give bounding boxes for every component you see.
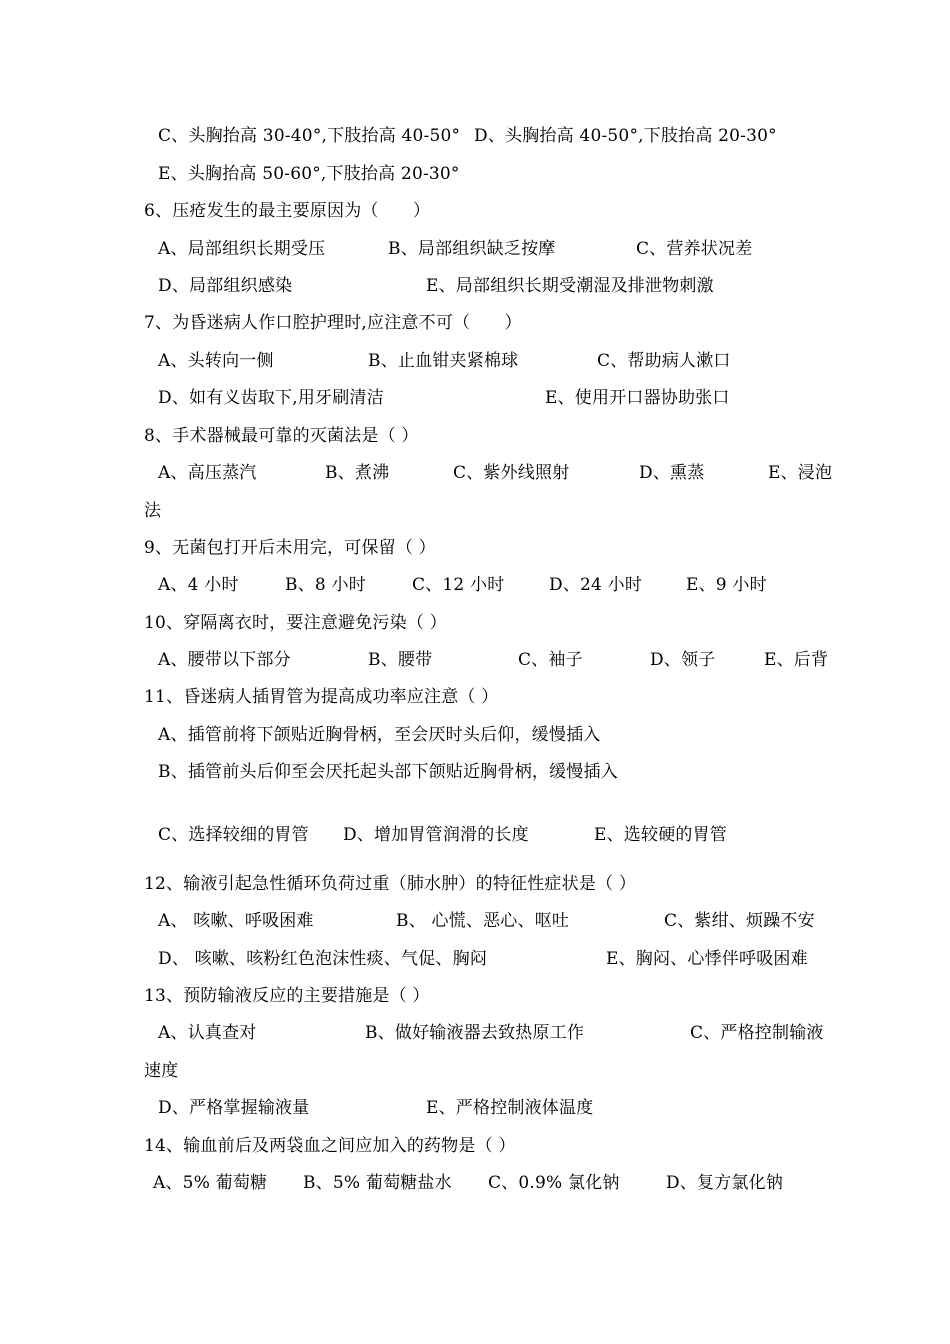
q12-option-a: A、 咳嗽、呼吸困难 <box>158 911 314 931</box>
q10-stem: 10、穿隔离衣时，要注意避免污染（ ） <box>144 613 447 633</box>
q10-option-b: B、腰带 <box>368 650 433 670</box>
q8-option-e-wrap: 法 <box>144 501 162 521</box>
q9-stem: 9、无菌包打开后未用完，可保留（ ） <box>144 538 436 558</box>
q7-option-b: B、止血钳夹紧棉球 <box>368 351 519 371</box>
q11-option-c: C、选择较细的胃管 <box>158 825 309 845</box>
q11-option-b: B、插管前头后仰至会厌托起头部下颌贴近胸骨柄，缓慢插入 <box>158 762 618 782</box>
q9-option-d: D、24 小时 <box>549 575 643 595</box>
q11-option-d: D、增加胃管润滑的长度 <box>343 825 529 845</box>
q12-option-b: B、 心慌、恶心、呕吐 <box>396 911 570 931</box>
q13-option-b: B、做好输液器去致热原工作 <box>365 1023 585 1043</box>
q13-option-c: C、严格控制输液 <box>690 1023 824 1043</box>
q12-stem: 12、输液引起急性循环负荷过重（肺水肿）的特征性症状是（ ） <box>144 874 637 894</box>
q13-option-d: D、严格掌握输液量 <box>158 1098 310 1118</box>
q9-option-b: B、8 小时 <box>285 575 366 595</box>
q10-option-a: A、腰带以下部分 <box>158 650 291 670</box>
q7-option-a: A、头转向一侧 <box>158 351 274 371</box>
q8-option-e: E、浸泡 <box>768 463 833 483</box>
q10-option-d: D、领子 <box>650 650 716 670</box>
q14-option-d: D、复方氯化钠 <box>666 1173 784 1193</box>
q13-option-c-wrap: 速度 <box>144 1061 179 1081</box>
q5-option-e: E、头胸抬高 50-60°,下肢抬高 20-30° <box>158 164 460 184</box>
q8-option-c: C、紫外线照射 <box>453 463 570 483</box>
q7-option-e: E、使用开口器协助张口 <box>545 388 730 408</box>
q9-option-e: E、9 小时 <box>686 575 767 595</box>
q12-option-e: E、胸闷、心悸伴呼吸困难 <box>606 949 808 969</box>
q13-stem: 13、预防输液反应的主要措施是（ ） <box>144 986 430 1006</box>
q8-option-b: B、煮沸 <box>325 463 390 483</box>
q6-option-d: D、局部组织感染 <box>158 276 293 296</box>
q11-stem: 11、昏迷病人插胃管为提高成功率应注意（ ） <box>144 687 499 707</box>
q6-option-c: C、营养状况差 <box>636 239 753 259</box>
q9-option-a: A、4 小时 <box>158 575 239 595</box>
q7-stem: 7、为昏迷病人作口腔护理时,应注意不可（ ） <box>144 313 522 333</box>
q12-option-d: D、 咳嗽、咳粉红色泡沫性痰、气促、胸闷 <box>158 949 488 969</box>
q13-option-e: E、严格控制液体温度 <box>426 1098 594 1118</box>
q6-option-e: E、局部组织长期受潮湿及排泄物刺激 <box>426 276 714 296</box>
q5-option-d: D、头胸抬高 40-50°,下肢抬高 20-30° <box>474 126 777 146</box>
q6-option-a: A、局部组织长期受压 <box>158 239 326 259</box>
q7-option-d: D、如有义齿取下,用牙刷清洁 <box>158 388 384 408</box>
q6-stem: 6、压疮发生的最主要原因为（ ） <box>144 201 431 221</box>
q5-option-c: C、头胸抬高 30-40°,下肢抬高 40-50° <box>158 126 461 146</box>
q14-option-c: C、0.9% 氯化钠 <box>488 1173 620 1193</box>
q7-option-c: C、帮助病人漱口 <box>597 351 731 371</box>
q14-stem: 14、输血前后及两袋血之间应加入的药物是（ ） <box>144 1136 516 1156</box>
q13-option-a: A、认真查对 <box>158 1023 257 1043</box>
q12-option-c: C、紫绀、烦躁不安 <box>664 911 815 931</box>
q6-option-b: B、局部组织缺乏按摩 <box>388 239 556 259</box>
q10-option-e: E、后背 <box>764 650 829 670</box>
q10-option-c: C、袖子 <box>518 650 583 670</box>
q8-stem: 8、手术器械最可靠的灭菌法是（ ） <box>144 426 419 446</box>
q11-option-e: E、选较硬的胃管 <box>594 825 728 845</box>
q14-option-b: B、5% 葡萄糖盐水 <box>303 1173 452 1193</box>
q8-option-d: D、熏蒸 <box>639 463 705 483</box>
q11-option-a: A、插管前将下颌贴近胸骨柄，至会厌时头后仰，缓慢插入 <box>158 725 601 745</box>
q9-option-c: C、12 小时 <box>412 575 505 595</box>
q14-option-a: A、5% 葡萄糖 <box>153 1173 268 1193</box>
q8-option-a: A、高压蒸汽 <box>158 463 257 483</box>
